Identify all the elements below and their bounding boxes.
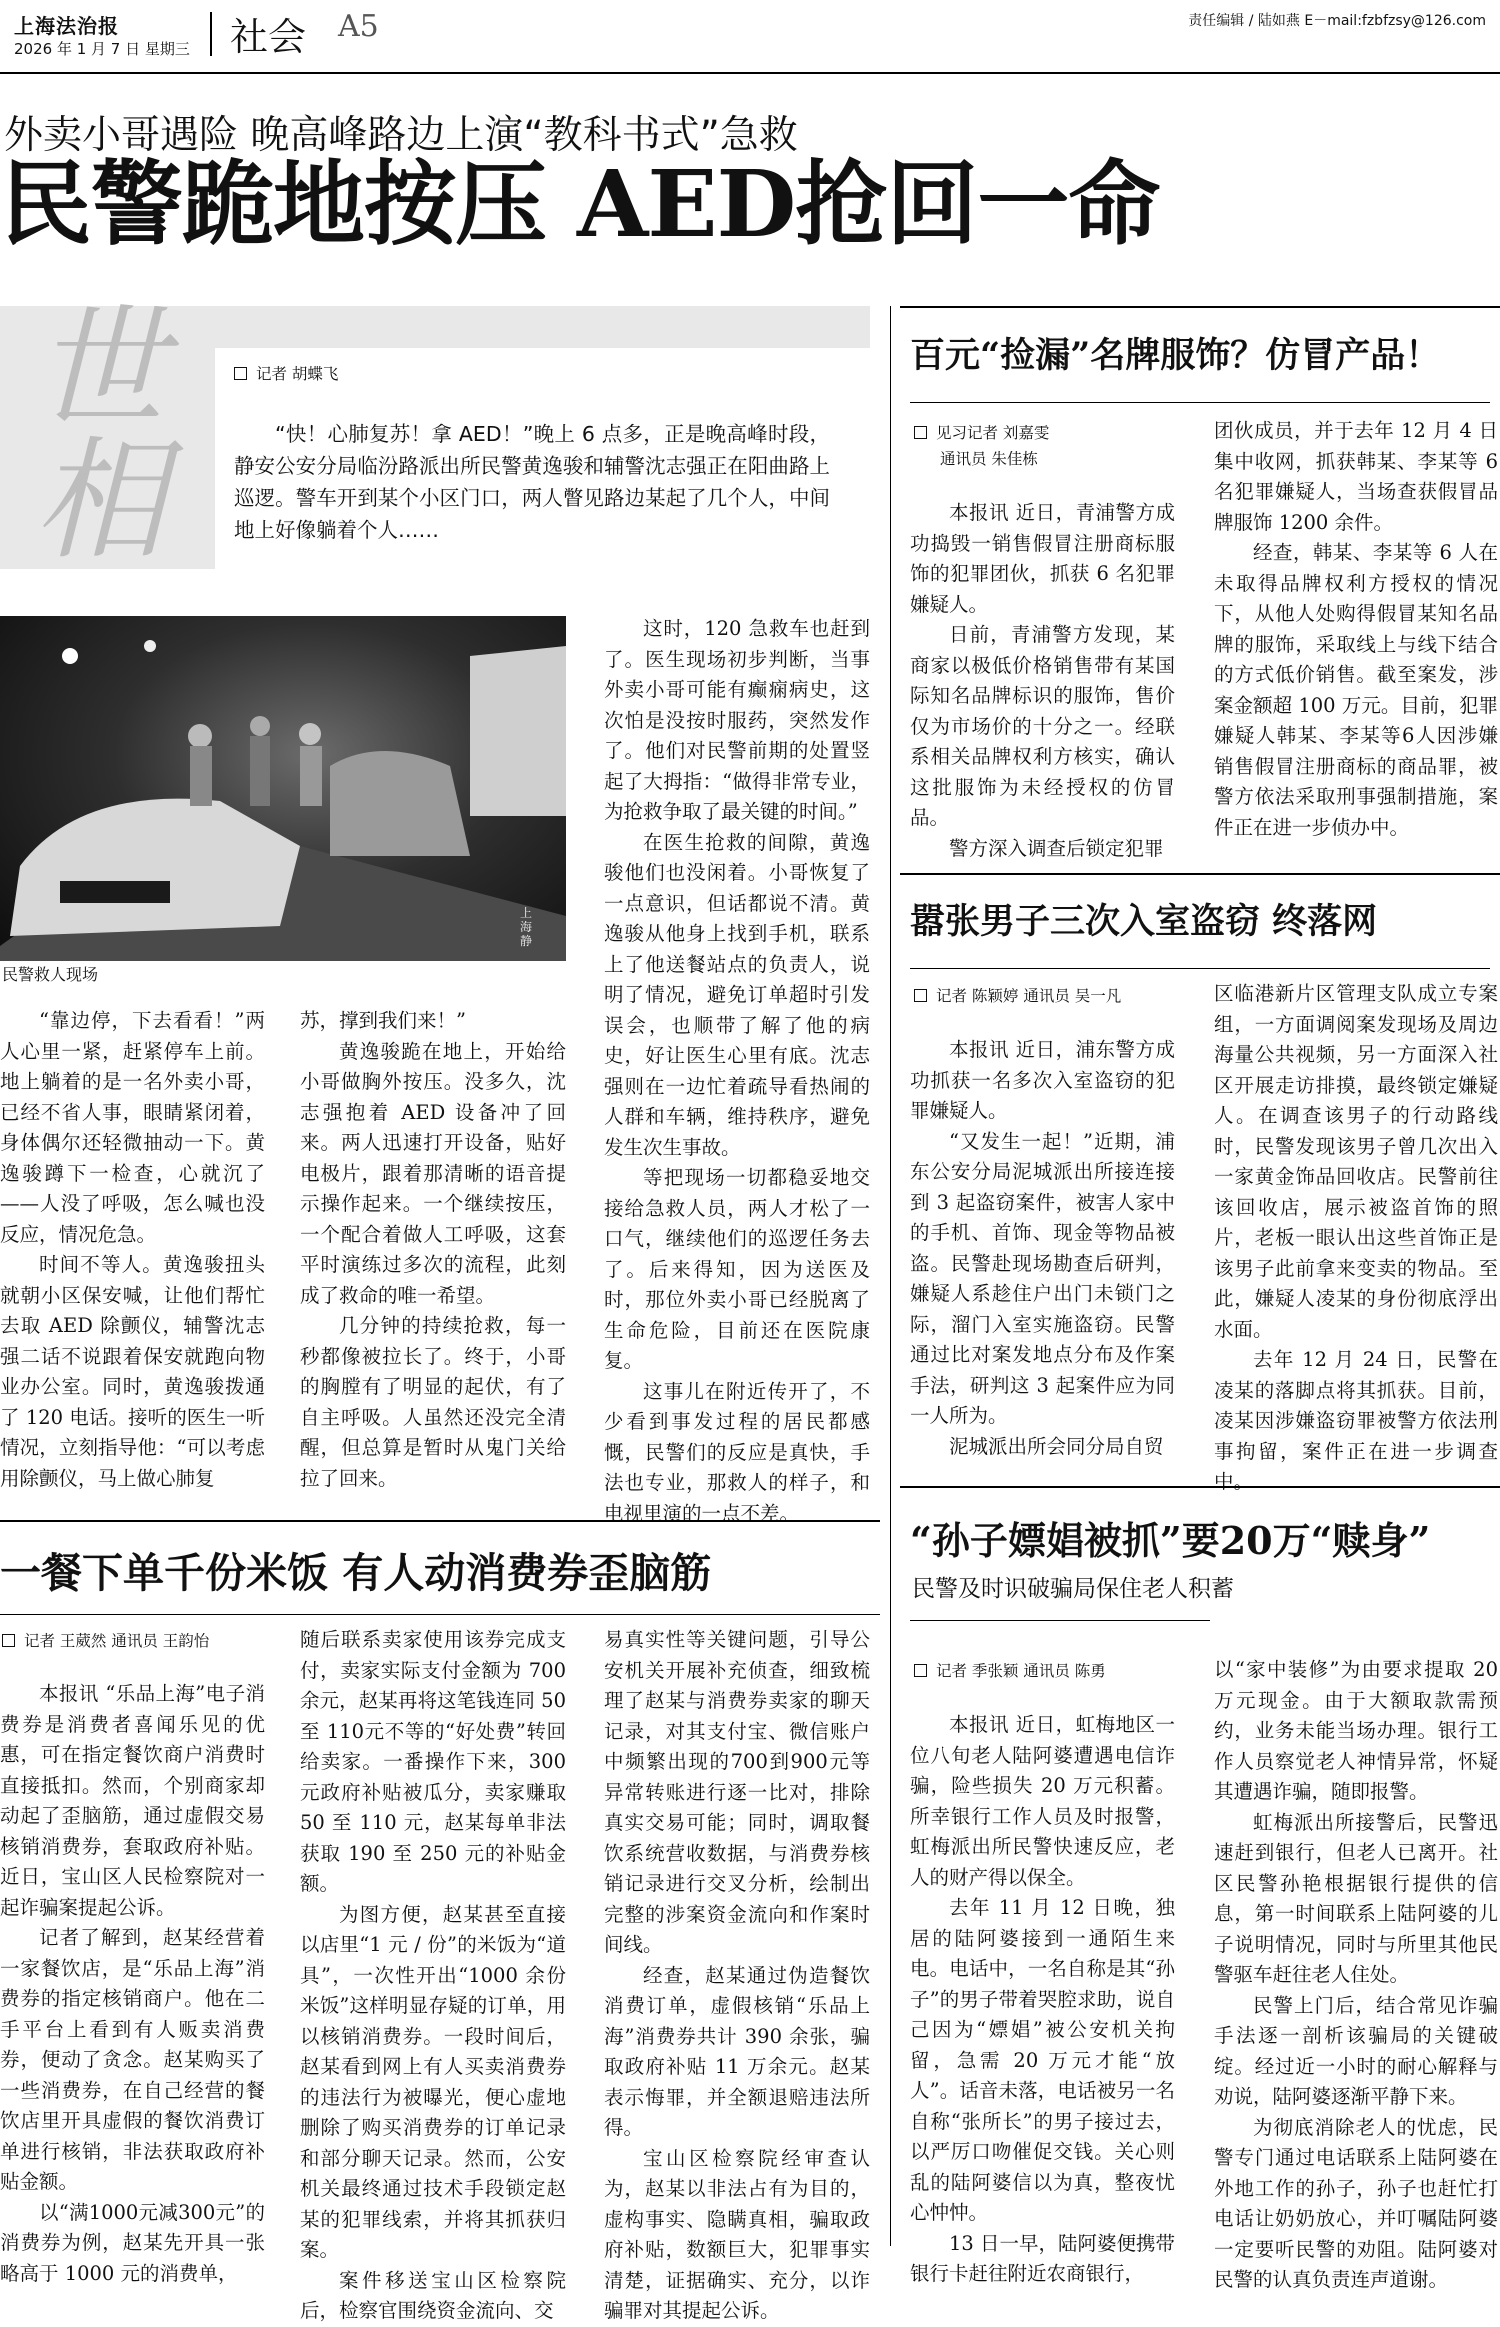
story2-headline: 百元“捡漏”名牌服饰？仿冒产品！: [910, 335, 1441, 376]
paragraph: 宝山区检察院经审查认为，赵某以非法占有为目的，虚构事实、隐瞒真相，骗取政府补贴，数额巨大，犯罪事实清楚，证据确实、充分，以诈骗罪对其提起公诉。: [604, 2146, 870, 2322]
photo-overlay-text: 上海 静: [520, 906, 533, 948]
paragraph: “又发生一起！”近期，浦东公安分局泥城派出所接连接到 3 起盗窃案件，被害人家中的手机、首饰、现金等物品被盗。民警赴现场勘查后研判，嫌疑人系趁住户出门未锁门之际，溜门入室实施盗窃。民警通过比对案发地点分布及作案手法，研判这 3 起案件应为同一人所为。: [910, 1129, 1175, 1427]
story2-col-2: [1214, 416, 1498, 843]
story4-col-1: [0, 1679, 265, 2289]
story3-byline: 记者 陈颖婷 通讯员 吴一凡: [914, 983, 1121, 1009]
byline-box-icon: [2, 1634, 15, 1647]
story5-col-2: [1214, 1655, 1498, 2296]
paragraph: 经查，韩某、李某等 6 人在未取得品牌权利方授权的情况下，从他人处购得假冒某知名品牌的服饰，采取线上与线下结合的方式低价销售。截至案发，涉案金额超 100 万元。目前，犯罪嫌疑人韩某、李某等6人因涉嫌销售假冒注册商标的商品罪，被警方依法采取刑事强制措施，案件正在进一步侦办中。: [1214, 541, 1498, 839]
story3-rule: [910, 968, 1490, 969]
story4-top-rule: [0, 1520, 880, 1522]
byline-box-icon: [914, 1664, 927, 1677]
column-divider: [890, 306, 891, 2246]
paragraph: 随后联系卖家使用该券完成支付，卖家实际支付金额为 700 余元，赵某再将这笔钱连同 50 至 110元不等的“好处费”转回给卖家。一番操作下来，300 元政府补贴被瓜分，卖家赚取 50 至 110 元，赵某每单非法获取 190 至 250 元的补贴金额。: [300, 1628, 566, 1895]
paragraph: 虹梅派出所接警后，民警迅速赶到银行，但老人已离开。社区民警孙艳根据银行提供的信息，第一时间联系上陆阿婆的儿子说明情况，同时与所里其他民警驱车赶往老人住处。: [1214, 1810, 1498, 1986]
story2-rule: [910, 402, 1490, 403]
story5-rule: [910, 1620, 1210, 1621]
paragraph: 易真实性等关键问题，引导公安机关开展补充侦查，细致梳理了赵某与消费券卖家的聊天记录，对其支付宝、微信账户中频繁出现的700到900元等异常转账进行逐一比对，排除真实交易可能；同时，调取餐饮系统营收数据，与消费券核销记录进行交叉分析，绘制出完整的涉案资金流向和作案时间线。: [604, 1628, 870, 1956]
paragraph: 几分钟的持续抢救，每一秒都像被拉长了。终于，小哥的胸膛有了明显的起伏，有了自主呼吸。人虽然还没完全清醒，但总算是暂时从鬼门关给拉了回来。: [300, 1314, 566, 1490]
paragraph: 13 日一早，陆阿婆便携带银行卡赶往附近农商银行，: [910, 2231, 1176, 2285]
story4-headline: 一餐下单千份米饭 有人动消费券歪脑筋: [0, 1549, 712, 1597]
photo-caption: 民警救人现场: [2, 965, 99, 984]
rescue-photo-art: [0, 616, 566, 961]
story5-top-rule: [900, 1486, 1500, 1488]
paragraph: 这事儿在附近传开了，不少看到事发过程的居民都感慨，民警们的反应是真快，手法也专业，那救人的样子，和电视里演的一点不差。: [604, 1379, 870, 1525]
story5-col-1: [910, 1710, 1175, 2290]
byline-box-icon: [234, 367, 247, 380]
paragraph: 泥城派出所会同分局自贸: [949, 1434, 1164, 1458]
paragraph: 本报讯 近日，青浦警方成功捣毁一销售假冒注册商标服饰的犯罪团伙，抓获 6 名犯罪嫌疑人。: [910, 501, 1175, 616]
story2-col-1: [910, 498, 1175, 864]
story2-byline: 见习记者 刘嘉雯 通讯员 朱佳栋: [914, 420, 1049, 472]
masthead-divider: [210, 12, 212, 56]
paragraph: 警方深入调查后锁定犯罪: [949, 836, 1164, 860]
story5-headline: “孙子嫖娼被抓”要20万“赎身”: [910, 1518, 1431, 1563]
byline-box-icon: [914, 426, 927, 439]
paragraph: 团伙成员，并于去年 12 月 4 日集中收网，抓获韩某、李某等 6 名犯罪嫌疑人，当场查获假冒品牌服饰 1200 余件。: [1214, 419, 1498, 534]
story4-col-2: [300, 1625, 566, 2327]
paragraph: 去年 12 月 24 日，民警在凌某的落脚点将其抓获。目前，凌某因涉嫌盗窃罪被警方依法刑事拘留，案件正在进一步调查中。: [1214, 1348, 1498, 1493]
story3-top-rule: [900, 873, 1500, 875]
paragraph: 以“家中装修”为由要求提取 20 万元现金。由于大额取款需预约，业务未能当场办理。银行工作人员察觉老人神情异常，怀疑其遭遇诈骗，随即报警。: [1214, 1658, 1498, 1803]
lead-col-1: [0, 1006, 265, 1494]
lead-col-2: [300, 1006, 566, 1494]
story3-headline: 嚣张男子三次入室盗窃 终落网: [910, 901, 1378, 942]
story3-col-2: [1214, 979, 1498, 1498]
paragraph: 苏，撑到我们来！”: [300, 1009, 466, 1032]
paragraph: 区临港新片区管理支队成立专案组，一方面调阅案发现场及周边海量公共视频，另一方面深入社区开展走访排摸，最终锁定嫌疑人。在调查该男子的行动路线时，民警发现该男子曾几次出入一家黄金饰品回收店。民警前往该回收店，展示被盗首饰的照片，老板一眼认出这些首饰正是该男子此前拿来变卖的物品。至此，嫌疑人凌某的身份彻底浮出水面。: [1214, 982, 1498, 1341]
paragraph: 记者了解到，赵某经营着一家餐饮店，是“乐品上海”消费券的指定核销商户。他在二手平台上看到有人贩卖消费券，便动了贪念。赵某购买了一些消费券，在自己经营的餐饮店里开具虚假的餐饮消费订单进行核销，非法获取政府补贴金额。: [0, 1926, 265, 2193]
lead-byline: 记者 胡蝶飞: [234, 361, 338, 387]
lead-headline: 民警跪地按压 AED抢回一命: [0, 150, 1160, 258]
paragraph: 为图方便，赵某甚至直接以店里“1 元 / 份”的米饭为“道具”，一次性开出“1000 余份米饭”这样明显存疑的订单，用以核销消费券。一段时间后，赵某看到网上有人买卖消费券的违法行为被曝光，便心虚地删除了购买消费券的订单记录和部分聊天记录。然而，公安机关最终通过技术手段锁定赵某的犯罪线索，并将其抓获归案。: [300, 1902, 566, 2261]
paragraph: 以“满1000元减300元”的消费券为例，赵某先开具一张略高于 1000 元的消费单，: [0, 2200, 265, 2285]
column-logo: 世相: [11, 298, 165, 562]
masthead-rule: [0, 72, 1500, 74]
page-number: A5: [338, 9, 379, 44]
paragraph: 本报讯 “乐品上海”电子消费券是消费者喜闻乐见的优惠，可在指定餐饮商户消费时直接抵扣。然而，个别商家却动起了歪脑筋，通过虚假交易核销消费券，套取政府补贴。近日，宝山区人民检察院对一起诈骗案提起公诉。: [0, 1682, 265, 1919]
paragraph: 去年 11 月 12 日晚，独居的陆阿婆接到一通陌生来电。电话中，一名自称是其“孙子”的男子带着哭腔求助，说自己因为“嫖娼”被公安机关拘留，急需 20 万元才能“放人”。话音未落，电话被另一名自称“张所长”的男子接过去，以严厉口吻催促交钱。关心则乱的陆阿婆信以为真，整夜忧心忡忡。: [910, 1896, 1175, 2224]
paragraph: 本报讯 近日，浦东警方成功抓获一名多次入室盗窃的犯罪嫌疑人。: [910, 1038, 1175, 1122]
story4-rule: [0, 1614, 880, 1615]
paragraph: 这时，120 急救车也赶到了。医生现场初步判断，当事外卖小哥可能有癫痫病史，这次怕是没按时服药，突然发作了。他们对民警前期的处置竖起了大拇指：“做得非常专业，为抢救争取了最关键的时间。”: [604, 617, 870, 823]
story5-subheadline: 民警及时识破骗局保住老人积蓄: [912, 1576, 1234, 1602]
paragraph: 经查，赵某通过伪造餐饮消费订单，虚假核销“乐品上海”消费券共计 390 余张，骗取政府补贴 11 万余元。赵某表示悔罪，并全额退赔违法所得。: [604, 1963, 870, 2139]
story4-byline: 记者 王葳然 通讯员 王韵怡: [2, 1628, 209, 1654]
paragraph: 案件移送宝山区检察院后，检察官围绕资金流向、交: [300, 2268, 566, 2322]
story3-col-1: [910, 1035, 1175, 1462]
paragraph: 本报讯 近日，虹梅地区一位八旬老人陆阿婆遭遇电信诈骗，险些损失 20 万元积蓄。所幸银行工作人员及时报警，虹梅派出所民警快速反应，老人的财产得以保全。: [910, 1713, 1175, 1889]
paragraph: 等把现场一切都稳妥地交接给急救人员，两人才松了一口气，继续他们的巡逻任务去了。后来得知，因为送医及时，那位外卖小哥已经脱离了生命危险，目前还在医院康复。: [604, 1166, 870, 1372]
paragraph: 为彻底消除老人的忧虑，民警专门通过电话联系上陆阿婆在外地工作的孙子，孙子也赶忙打电话让奶奶放心，并叮嘱陆阿婆一定要听民警的劝阻。陆阿婆对民警的认真负责连声道谢。: [1214, 2115, 1498, 2291]
paragraph: 时间不等人。黄逸骏扭头就朝小区保安喊，让他们帮忙去取 AED 除颤仪，辅警沈志强二话不说跟着保安就跑向物业办公室。同时，黄逸骏拨通了 120 电话。接听的医生一听情况，立刻指导他：“可以考虑用除颤仪，马上做心肺复: [0, 1253, 265, 1490]
story2-top-rule: [900, 306, 1500, 308]
paragraph: “靠边停，下去看看！”两人心里一紧，赶紧停车上前。地上躺着的是一名外卖小哥，已经不省人事，眼睛紧闭着，身体偶尔还轻微抽动一下。黄逸骏蹲下一检查，心就沉了——人没了呼吸，怎么喊也没反应，情况危急。: [0, 1009, 265, 1246]
section-name: 社会: [230, 15, 307, 59]
lead-intro: “快！心肺复苏！拿 AED！”晚上 6 点多，正是晚高峰时段，静安公安分局临汾路派出所民警黄逸骏和辅警沈志强正在阳曲路上巡逻。警车开到某个小区门口，两人瞥见路边某起了几个人，中间地上好像躺着个人……: [234, 422, 830, 542]
paragraph: 黄逸骏跪在地上，开始给小哥做胸外按压。没多久，沈志强抱着 AED 设备冲了回来。两人迅速打开设备，贴好电极片，跟着那清晰的语音提示操作起来。一个继续按压，一个配合着做人工呼吸，这套平时演练过多次的流程，此刻成了救命的唯一希望。: [300, 1039, 566, 1307]
paragraph: 在医生抢救的间隙，黄逸骏他们也没闲着。小哥恢复了一点意识，但话都说不清。黄逸骏从他身上找到手机，联系上了他送餐站点的负责人，说明了情况，避免订单超时引发误会，也顺带了解了他的病史，好让医生心里有底。沈志强则在一边忙着疏导看热闹的人群和车辆，维持秩序，避免发生次生事故。: [604, 830, 870, 1159]
paper-name-logo: 上海法治报: [14, 14, 119, 38]
rescue-photo: [0, 616, 566, 961]
lead-col-3: [604, 614, 870, 1529]
issue-date: 2026 年 1 月 7 日 星期三: [14, 40, 190, 58]
byline-box-icon: [914, 989, 927, 1002]
paragraph: 民警上门后，结合常见诈骗手法逐一剖析该骗局的关键破绽。经过近一小时的耐心解释与劝说，陆阿婆逐渐平静下来。: [1214, 1993, 1498, 2108]
story4-col-3: [604, 1625, 870, 2327]
story5-byline: 记者 季张颖 通讯员 陈勇: [914, 1658, 1106, 1684]
masthead: [0, 0, 1500, 70]
paragraph: 日前，青浦警方发现，某商家以极低价格销售带有某国际知名品牌标识的服饰，售价仅为市场价的十分之一。经联系相关品牌权利方核实，确认这批服饰为未经授权的仿冒品。: [910, 623, 1175, 829]
editor-credit: 责任编辑 / 陆如燕 E－mail:fzbfzsy@126.com: [1188, 13, 1486, 29]
lead-kicker: 外卖小哥遇险 晚高峰路边上演“教科书式”急救: [4, 113, 798, 158]
